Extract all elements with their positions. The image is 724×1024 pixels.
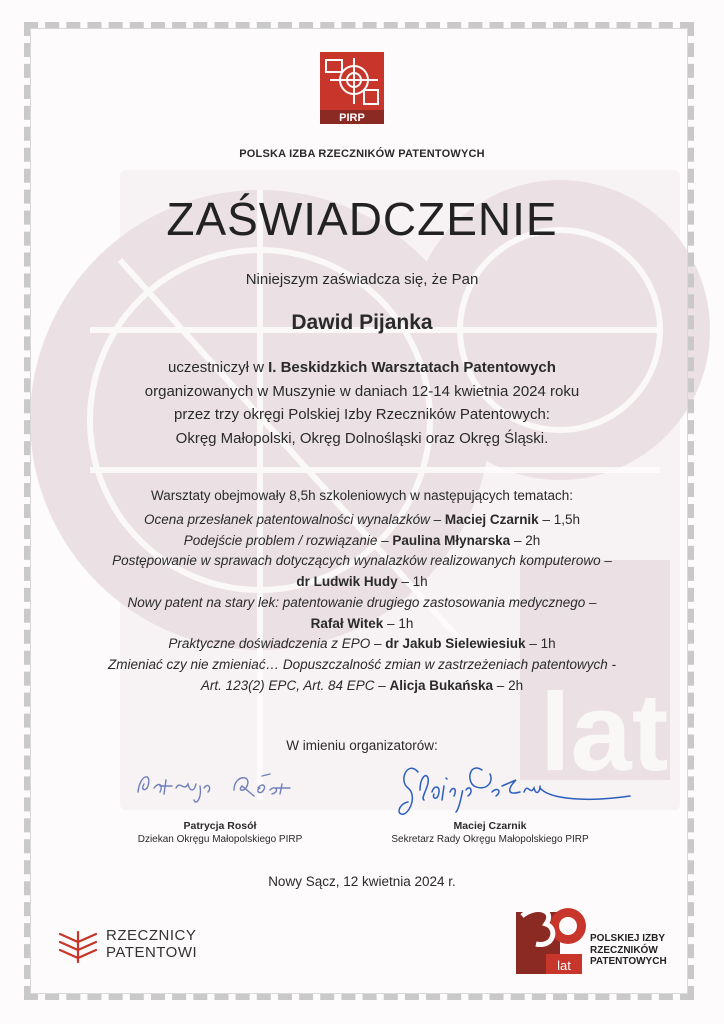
- signature-rosol: [130, 762, 330, 812]
- anniversary-logo-icon: [516, 908, 586, 974]
- topic-item: Postępowanie w sprawach dotyczących wynalazków realizowanych komputerowo – dr Ludwik Hudy – 1h: [112, 553, 612, 590]
- topic-item: Zmieniać czy nie zmieniać… Dopuszczalność zmian w zastrzeżeniach patentowych - Art. 123(2) EPC, Art. 84 EPC – Alicja Bukańska – 2h: [108, 656, 616, 693]
- signer-right-role: Sekretarz Rady Okręgu Małopolskiego PIRP: [391, 834, 589, 845]
- signer-right: [360, 820, 620, 845]
- topics-header: Warsztaty obejmowały 8,5h szkoleniowych w następujących tematach:: [151, 488, 573, 503]
- pirp-logo: [320, 52, 384, 124]
- anniversary-logo-text: [590, 933, 667, 968]
- signer-left-role: Dziekan Okręgu Małopolskiego PIRP: [137, 834, 303, 845]
- topic-item: Ocena przesłanek patentowalności wynalazków – Maciej Czarnik – 1,5h: [143, 512, 580, 527]
- anniversary-line-3: PATENTOWYCH: [590, 956, 667, 967]
- event-name: I. Beskidzkich Warsztatach Patentowych: [268, 359, 556, 376]
- place-date: Nowy Sącz, 12 kwietnia 2024 r.: [268, 874, 456, 889]
- signature-czarnik: [399, 768, 630, 814]
- topic-item: Praktyczne doświadczenia z EPO – dr Jakub Sielewiesiuk – 1h: [168, 636, 556, 652]
- topics-list: [40, 510, 684, 696]
- rzecznicy-line-1: RZECZNICY: [106, 927, 197, 944]
- svg-text:lat: lat: [540, 671, 669, 794]
- body-line-1-prefix: uczestniczył w: [168, 359, 269, 376]
- body-line-4: Okręg Małopolski, Okręg Dolnośląski oraz Okręg Śląski.: [175, 429, 549, 447]
- topic-item: Podejście problem / rozwiązanie – Paulina Młynarska – 2h: [183, 532, 541, 548]
- rzecznicy-line-2: PATENTOWI: [106, 944, 198, 961]
- rzecznicy-logo-text: [106, 927, 197, 961]
- body-line-1: [40, 356, 684, 380]
- topic-item: Nowy patent na stary lek: patentowanie drugiego zastosowania medycznego – Rafał Witek – 1h: [127, 594, 597, 631]
- body-line-3: przez trzy okręgi Polskiej Izby Rzeczników Patentowych:: [174, 406, 550, 423]
- anniversary-lat-text: lat: [557, 958, 571, 973]
- document-title: ZAŚWIADCZENIE: [166, 193, 558, 245]
- rzecznicy-logo-icon: [56, 926, 102, 966]
- pirp-logo-text: PIRP: [339, 112, 365, 124]
- anniversary-line-2: RZECZNIKÓW: [590, 944, 658, 956]
- signer-right-name: Maciej Czarnik: [453, 820, 527, 832]
- organization-name: POLSKA IZBA RZECZNIKÓW PATENTOWYCH: [239, 148, 485, 160]
- intro-text: Niniejszym zaświadcza się, że Pan: [245, 271, 479, 288]
- on-behalf-text: W imieniu organizatorów:: [286, 738, 438, 753]
- signer-left: [110, 820, 330, 845]
- anniversary-line-1: POLSKIEJ IZBY: [590, 933, 666, 944]
- recipient-name: Dawid Pijanka: [291, 311, 433, 334]
- signer-left-name: Patrycja Rosół: [183, 820, 257, 832]
- body-line-2: organizowanych w Muszynie w daniach 12-14 kwietnia 2024 roku: [144, 382, 580, 400]
- certificate-body: [40, 356, 684, 450]
